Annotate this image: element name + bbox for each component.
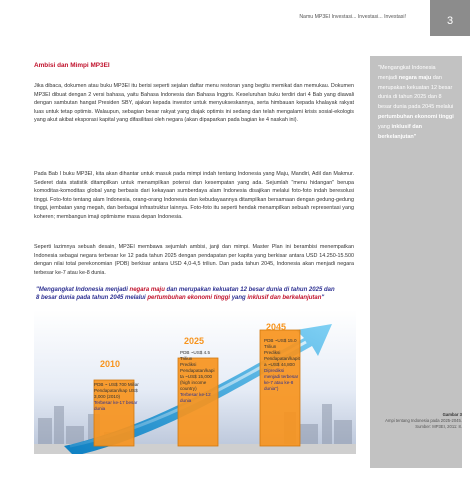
year-label-2010: 2010 [100,359,121,369]
label-line: Pendapatan/kap US$ [94,388,138,393]
pullquote-part: dan merupakan kekuatan 12 besar dunia di tahun 2025 dan 8 besar dunia pada 2045 melalui [378,74,454,111]
figure-quote-part: " [321,295,325,302]
running-head: Namu MP3EI Investasi... Investasi... Investasi! [299,14,406,20]
caption-line: Ampi tentang Indonesia pada 2025-2045. [385,418,462,423]
label-line: ke-7 atau ke-8 [264,380,294,385]
figure-quote-part: yang [230,295,248,302]
label-line: menjadi terbesar [264,374,299,379]
label-line: dunia [94,406,106,411]
pullquote-part: yang [378,123,390,130]
caption-line: Sumber: MP3EI, 2011: 8. [415,424,462,429]
label-2010 [94,382,158,412]
label-line: country) [180,386,197,391]
paragraph-3: Seperti lazimnya sebuah desain, MP3EI membawa sejumlah ambisi, janji dan mimpi. Master Plan ini berambisi menempatkan Indonesia sebagai negara terbesar ke 12 pada tahun 2025 dengan pendapatan per kapita yang berkisar antara USD 14.250-15.500 dengan nilai total perekonomian (PDB) berkisar antara USD 4,0-4,5 triliun. Dan pada tahun 2045, Indonesia akan menjadi negara terbesar ke-7 atau ke-8 dunia. [34,244,354,276]
figure-growth-vision [34,286,356,454]
label-line: 3,000 (2010) [94,394,121,399]
label-line: Prediksi [264,350,281,355]
label-line: Pendapatan/kapi [180,368,215,373]
pullquote-emphasis: inklusif dan berkelanjutan" [378,123,423,140]
label-line: PDB ~US$ 4.5 [180,350,211,355]
pullquote-emphasis: negara maju [398,74,432,81]
pullquote-part: "Mengangkat Indonesia menjadi [378,65,436,81]
label-line: PDB ~US$ 15.0 [264,338,297,343]
label-2045 [264,338,320,392]
page-number: 3 [430,0,470,36]
label-line: Terbesar ke-12 [180,392,211,397]
paragraph-1: Jika dibaca, dokumen atau buku MP3EI itu berisi seperti sejalan daftar menu restoran yang begitu memikat dan memukau. Dokumen MP3EI dibuat dengan 2 versi bahasa, yaitu Bahasa Indonesia dan Bahasa Inggris. Keseluruhan buku terdiri dari 4 Bab yang diawali dengan sambutan hangat Presiden SBY, ajakan kepada investor untuk menyukseskannya, serta himbauan kepada khalayak rakyat luas untuk tetap optimis. Walaupun, sebagian besar rakyat yang diajak optimis ini sedang dan telah mengalami krisis sosial-ekologis yang akut akibat eksporasi kapital yang difasilitasi oleh negara (akan dipaparkan pada bagian ke 4 naskah ini). [34,83,354,124]
label-line: dunia [180,398,192,403]
pullquote-emphasis: pertumbuhan ekonomi tinggi [378,113,454,120]
sidebar-pullquote [370,56,462,468]
label-line: Pendapatan/kapit [264,356,300,361]
pullquote-text [378,64,456,142]
label-line: dunia") [264,386,279,391]
label-line: (high income [180,380,207,385]
label-line: Triliun [264,344,277,349]
figure-quote-part: dan merupakan kekuatan 12 besar dunia di tahun 2025 dan 8 besar dunia pada tahun 2045 melalui [36,287,335,302]
figure-quote-emphasis: pertumbuhan ekonomi tinggi [147,295,231,302]
figure-quote-part: "Mengangkat Indonesia menjadi [36,287,130,293]
label-line: Prediksi [180,362,197,367]
label-line: Triliun [180,356,193,361]
figure-caption [370,412,462,430]
section-title: Ambisi dan Mimpi MP3EI [34,62,110,69]
year-label-2025: 2025 [184,336,205,346]
label-line: ta ~US$ 15,000 [180,374,213,379]
year-label-2045: 2045 [266,322,287,332]
label-line: PDB ~ US$ 700 Miliar [94,382,139,387]
label-line: Diprediksi [264,368,285,373]
label-line: Terbesar ke-17 besar [94,400,138,405]
paragraph-2: Pada Bab I buku MP3EI, kita akan dihantar untuk masuk pada mimpi indah tentang Indonesia yang Maju, Mandiri, Adil dan Makmur. Sederet data statistik ditampilkan untuk menampilkan potensi dan kesempatan yang ada. Sejumlah "menu hidangan" berupa komoditas-komoditas global yang berbasis dari kekayaan sumberdaya alam Indonesia disajikan melalui foto-foto indah beresolusi tinggi. Foto-foto tentang alam Indonesia, orang-orang Indonesia dan kebudayaannya ditampilkan bersamaan dengan gedung-gedung tinggi, jembatan yang megah, dan berbagai infrastruktur lainnya. Foto-foto itu seperti hendak menampilkan sebuah representasi yang koheren; membangun imaji optimisme masa depan Indonesia. [34,171,354,220]
figure-quote-emphasis: negara maju [129,287,165,293]
caption-label: Gambar 3 [442,412,462,417]
label-line: a ~US$ 44,800 [264,362,295,367]
figure-quote-emphasis: inklusif dan berkelanjutan [247,295,322,302]
label-2025 [180,350,232,404]
